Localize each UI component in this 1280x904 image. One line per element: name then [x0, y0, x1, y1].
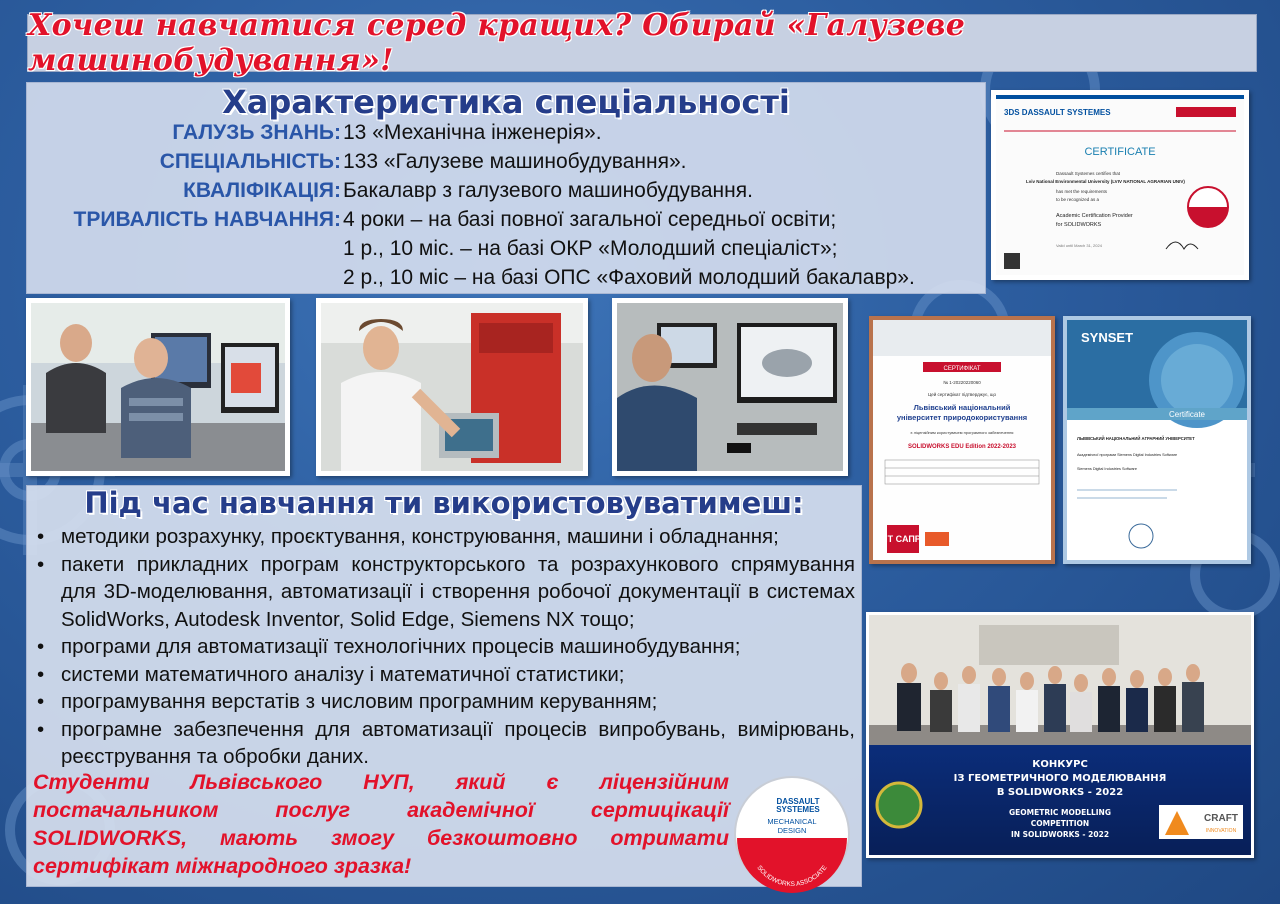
dassault-line-1: Dassault Systemes certifies that — [1056, 171, 1121, 176]
solidworks-associate-badge — [732, 774, 852, 894]
itsapr-certificate — [869, 316, 1055, 564]
dassault-line-2: Lviv National Environmental University (LVIV NATIONAL AGRARIAN UNIV) — [1026, 179, 1185, 184]
synset-heading: Certificate — [1168, 410, 1206, 419]
itsapr-line-4: є ліцензійним користувачем програмного забезпечення — [910, 430, 1014, 435]
char-label: ГАЛУЗЬ ЗНАНЬ: — [172, 121, 341, 144]
itsapr-line-3: університет природокористування — [896, 413, 1028, 422]
badge-ring: SOLIDWORKS ASSOCIATE — [755, 864, 829, 889]
dassault-line-3: has met the requirements — [1056, 189, 1108, 194]
contest-title-3: В SOLIDWORKS - 2022 — [996, 787, 1124, 798]
contest-sponsor-sub: INNOVATION — [1205, 828, 1237, 834]
photo-students-computers — [26, 298, 290, 476]
equipment-photo — [321, 303, 583, 471]
dassault-line-5: Academic Certification Provider — [1056, 213, 1133, 219]
dassault-certificate-image — [996, 95, 1244, 275]
dassault-brand: 3DS DASSAULT SYSTEMES — [1004, 108, 1111, 117]
itsapr-line-2: Львівський національний — [913, 403, 1011, 412]
itsapr-certificate-image — [873, 320, 1051, 560]
badge-line-1: MECHANICAL — [767, 817, 817, 826]
contest-sub-2: COMPETITION — [1030, 819, 1090, 828]
contest-sponsor: CRAFT — [1204, 813, 1238, 824]
contest-title-1: КОНКУРС — [1032, 759, 1088, 770]
title-banner — [27, 8, 1257, 78]
synset-line-2: Академічної програми Siemens Digital Industries Software — [1077, 453, 1178, 457]
list-item: • програми для автоматизації технологічних процесів машинобудування; — [33, 633, 855, 661]
synset-line-3: Siemens Digital Industries Software — [1077, 467, 1137, 471]
char-row-field — [27, 121, 987, 151]
char-value: 1 р., 10 міс. – на базі ОКР «Молодший спеціаліст»; — [343, 237, 838, 260]
list-item: • пакети прикладних програм конструкторського та розрахункового спрямування для 3D-моделювання, автоматизації і створення робочої документації в системах SolidWorks, Autodesk Inventor, Solid Edge, Siemens NX тощо; — [33, 551, 855, 634]
contest-sub-1: GEOMETRIC MODELLING — [1008, 808, 1112, 817]
badge-brand-2: SYSTEMES — [776, 805, 820, 814]
characteristics-panel — [26, 82, 986, 294]
char-row-qualification — [27, 179, 987, 209]
contest-image — [869, 615, 1251, 855]
dassault-line-4: to be recognized as a — [1056, 197, 1100, 202]
char-value: 2 р., 10 міс – на базі ОПС «Фаховий молодший бакалавр». — [343, 266, 915, 289]
char-label: ТРИВАЛІСТЬ НАВЧАННЯ: — [73, 208, 341, 231]
char-value: 133 «Галузеве машинобудування». — [343, 150, 687, 173]
badge-brand-1: DASSAULT — [776, 797, 820, 806]
synset-certificate-image — [1067, 320, 1247, 560]
characteristics-title: Характеристика спеціальності — [222, 83, 790, 121]
char-value: 13 «Механічна інженерія». — [343, 121, 602, 144]
char-row-duration — [27, 208, 987, 238]
contest-title-2: ІЗ ГЕОМЕТРИЧНОГО МОДЕЛЮВАННЯ — [953, 773, 1167, 784]
photo-student-cad — [612, 298, 848, 476]
dassault-certificate — [991, 90, 1249, 280]
dassault-date: Valid until March 31, 2024 — [1056, 243, 1102, 248]
char-label: КВАЛІФІКАЦІЯ: — [183, 179, 341, 202]
list-item: • методики розрахунку, проєктування, конструювання, машини і обладнання; — [33, 523, 855, 551]
list-item: • системи математичного аналізу і математичної статистики; — [33, 661, 855, 689]
dassault-line-6: for SOLIDWORKS — [1056, 222, 1102, 228]
cad-photo — [617, 303, 843, 471]
usage-list — [33, 523, 855, 771]
char-value: 4 роки – на базі повної загальної середньої освіти; — [343, 208, 837, 231]
char-row-specialty — [27, 150, 987, 180]
photo-student-equipment — [316, 298, 588, 476]
badge-line-2: DESIGN — [777, 826, 807, 835]
itsapr-line-1: Цей сертифікат підтверджує, що — [927, 392, 997, 397]
usage-title: Під час навчання ти використовуватимеш: — [84, 486, 804, 520]
char-value: Бакалавр з галузевого машинобудування. — [343, 179, 753, 202]
headline: Хочеш навчатися серед кращих? Обирай «Галузеве машинобудування»! — [28, 8, 966, 78]
synset-line-1: ЛЬВІВСЬКИЙ НАЦІОНАЛЬНИЙ АГРАРНИЙ УНІВЕРСИТЕТ — [1077, 436, 1195, 441]
char-row-duration-2 — [27, 237, 987, 267]
itsapr-number: № 1-20220220060 — [943, 380, 981, 385]
synset-brand: SYNSET — [1081, 330, 1134, 345]
char-row-duration-3 — [27, 266, 987, 296]
itsapr-product: SOLIDWORKS EDU Edition 2022-2023 — [907, 444, 1017, 450]
contest-sub-3: IN SOLIDWORKS - 2022 — [1010, 830, 1110, 839]
contest-photo — [866, 612, 1254, 858]
dassault-heading: CERTIFICATE — [1084, 146, 1156, 158]
char-label: СПЕЦІАЛЬНІСТЬ: — [159, 150, 341, 173]
itsapr-heading: СЕРТИФІКАТ — [943, 366, 981, 372]
synset-certificate — [1063, 316, 1251, 564]
itsapr-logo: IT САПР — [885, 534, 921, 544]
list-item: • програмне забезпечення для автоматизації процесів випробувань, вимірювань, реєстрування та обробки даних. — [33, 716, 855, 771]
list-item: • програмування верстатів з числовим програмним керуванням; — [33, 688, 855, 716]
students-photo — [31, 303, 285, 471]
certification-note: Студенти Львівського НУП, який є ліцензійним постачальником послуг академічної сертицікації SOLIDWORKS, мають змогу безкоштовно отримати сертифікат міжнародного зразка! — [33, 770, 729, 878]
